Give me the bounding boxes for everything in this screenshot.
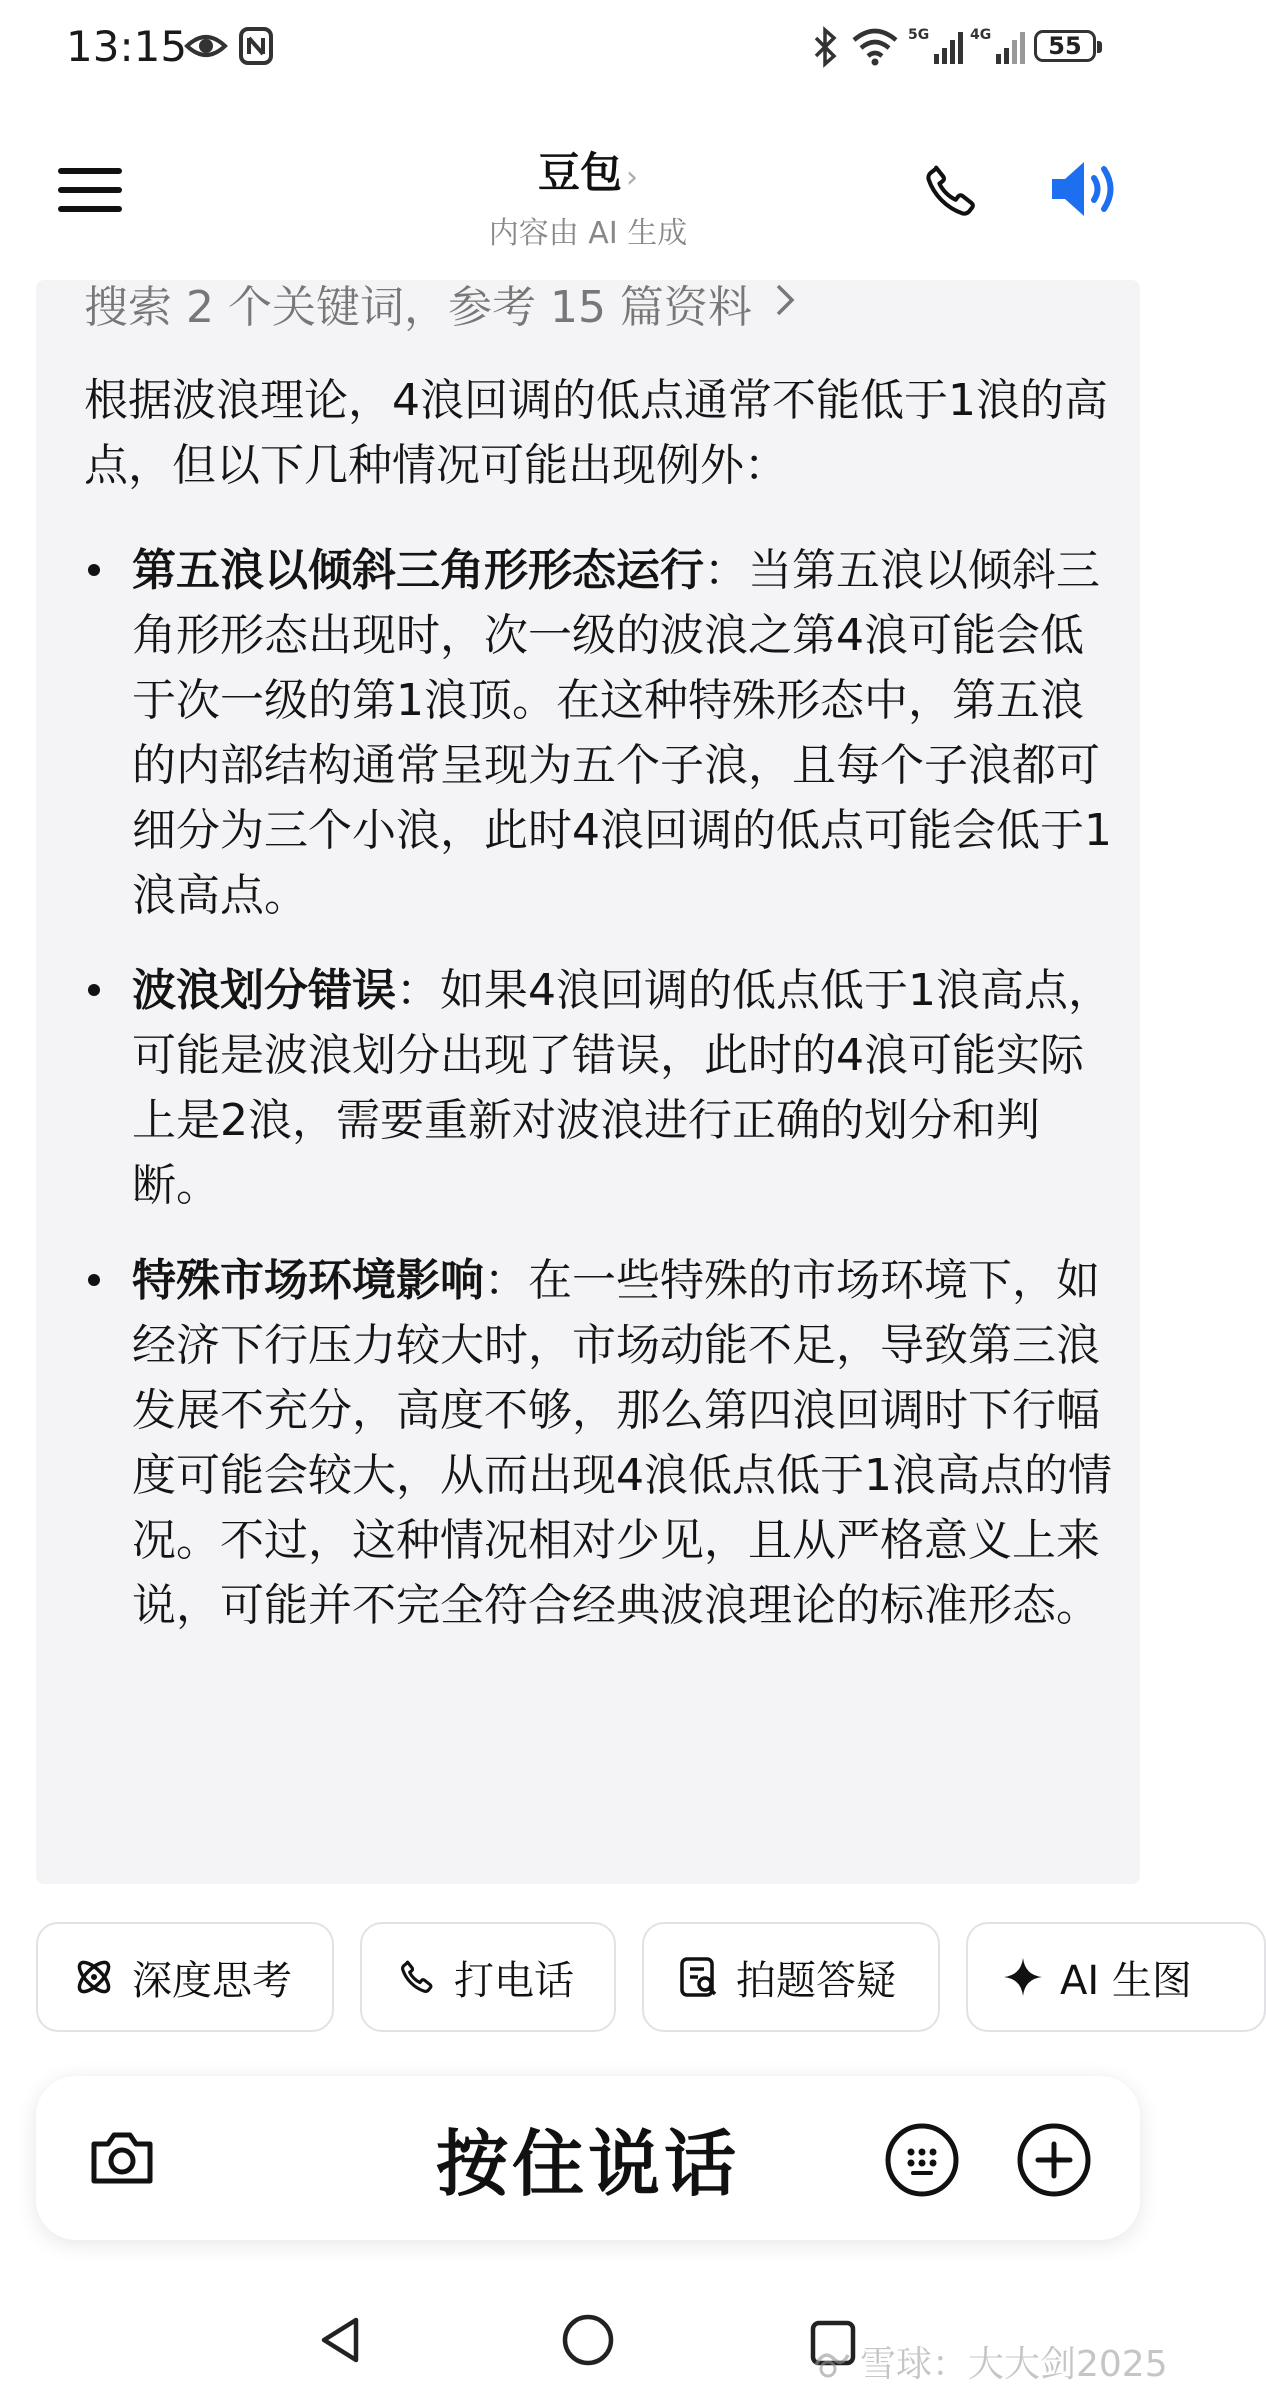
voice-input-bar <box>36 2076 1140 2240</box>
chip-label: 深度思考 <box>132 1957 292 2004</box>
bullet-title: 第五浪以倾斜三角形形态运行 <box>132 545 704 596</box>
emoji-keyboard-icon[interactable] <box>884 2122 960 2202</box>
app-header <box>0 100 1176 280</box>
chevron-right-icon <box>774 278 796 329</box>
nav-home-icon[interactable] <box>560 2312 616 2372</box>
bullet-body: ：如果4浪回调的低点低于1浪高点，可能是波浪划分出现了错误，此时的4浪可能实际上是2浪，需要重新对波浪进行正确的划分和判断。 <box>132 965 1112 1211</box>
phone-icon[interactable] <box>918 158 984 228</box>
answer-card <box>36 280 1140 1884</box>
wifi-icon <box>850 26 900 70</box>
chip-label: AI 生图 <box>1060 1957 1192 2004</box>
chip-ai-image[interactable] <box>966 1922 1266 2032</box>
bullet-body: ：当第五浪以倾斜三角形形态出现时，次一级的波浪之第4浪可能会低于次一级的第1浪顶。在这种特殊形态中，第五浪的内部结构通常呈现为五个子浪，且每个子浪都可细分为三个小浪，此时4浪回调的低点可能会低于1浪高点。 <box>132 545 1112 921</box>
watermark <box>812 2336 1168 2387</box>
ai-disclaimer: 内容由 AI 生成 <box>488 216 688 251</box>
chip-deep-thinking[interactable] <box>36 1922 334 2032</box>
status-time: 13:15 <box>66 22 188 71</box>
quick-action-chips <box>36 1922 1192 2036</box>
chip-label: 打电话 <box>454 1957 574 2004</box>
bluetooth-icon <box>810 26 840 72</box>
chip-label: 拍题答疑 <box>736 1957 896 2004</box>
signal-5g-icon <box>908 26 966 70</box>
bullet-title: 特殊市场环境影响 <box>132 1255 484 1306</box>
bullet-item <box>84 1248 1124 1638</box>
app-title[interactable]: 豆包 <box>537 148 622 197</box>
eye-icon <box>184 26 228 70</box>
chip-photo-question[interactable] <box>642 1922 940 2032</box>
system-nav-bar <box>0 2276 1176 2400</box>
network-label-4g: 4G <box>970 27 992 43</box>
nav-back-icon[interactable] <box>316 2314 364 2370</box>
status-bar <box>0 0 1176 100</box>
chip-call[interactable] <box>360 1922 616 2032</box>
phone-icon <box>396 1956 438 1998</box>
xueqiu-logo-icon <box>812 2345 852 2379</box>
bullet-body: ：在一些特殊的市场环境下，如经济下行压力较大时，市场动能不足，导致第三浪发展不充分，高度不够，那么第四浪回调时下行幅度可能会较大，从而出现4浪低点低于1浪高点的情况。不过，这种情况相对少见，且从严格意义上来说，可能并不完全符合经典波浪理论的标准形态。 <box>132 1255 1112 1631</box>
header-title-block <box>0 140 1176 252</box>
atom-icon <box>72 1955 116 1999</box>
search-reference-text: 搜索 2 个关键词，参考 15 篇资料 <box>84 282 752 333</box>
bullet-item <box>84 538 1124 928</box>
answer-bullet-list <box>84 538 1124 1638</box>
sparkle-icon <box>1002 1956 1044 1998</box>
chevron-right-icon: › <box>626 160 638 195</box>
battery-indicator: 55 <box>1034 30 1096 62</box>
signal-4g-icon <box>970 26 1028 70</box>
answer-intro: 根据波浪理论，4浪回调的低点通常不能低于1浪的高点，但以下几种情况可能出现例外： <box>84 375 1108 491</box>
scan-question-icon <box>678 1955 720 1999</box>
answer-body <box>84 368 1124 1668</box>
search-reference-link[interactable] <box>84 280 796 333</box>
hold-to-talk-button[interactable]: 按住说话 <box>435 2122 740 2206</box>
network-label-5g: 5G <box>908 27 930 43</box>
bullet-title: 波浪划分错误 <box>132 965 396 1016</box>
watermark-text: 雪球：大大剑2025 <box>860 2344 1168 2385</box>
plus-icon[interactable] <box>1016 2122 1092 2202</box>
bullet-item <box>84 958 1124 1218</box>
nfc-icon <box>238 26 274 70</box>
camera-icon[interactable] <box>86 2122 158 2198</box>
speaker-icon[interactable] <box>1048 156 1122 226</box>
